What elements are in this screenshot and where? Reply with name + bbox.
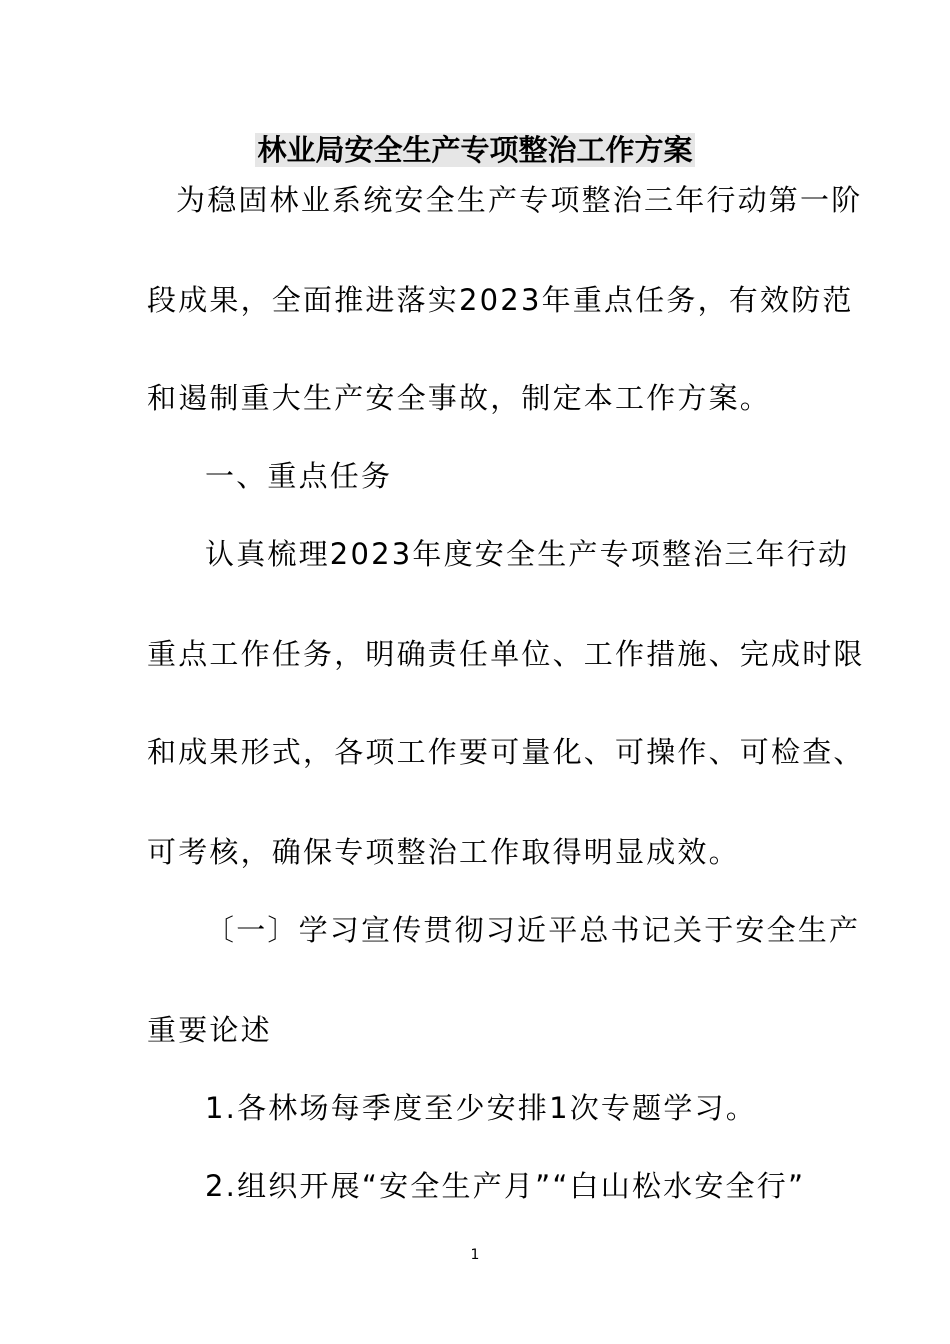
list-item-1: 1.各林场每季度至少安排1次专题学习。 (205, 1091, 757, 1125)
subsection-heading-1-cont: 重要论述 (147, 1013, 272, 1047)
paragraph-line-1: 为稳固林业系统安全生产专项整治三年行动第一阶 (176, 183, 863, 217)
paragraph-line-8: 可考核，确保专项整治工作取得明显成效。 (147, 835, 740, 869)
subsection-heading-1: 〔一〕学习宣传贯彻习近平总书记关于安全生产 (205, 913, 861, 947)
document-title (0, 128, 950, 172)
paragraph-line-7: 和成果形式，各项工作要可量化、可操作、可检查、 (147, 735, 865, 769)
paragraph-line-2: 段成果，全面推进落实2023年重点任务，有效防范 (147, 283, 854, 317)
paragraph-line-6: 重点工作任务，明确责任单位、工作措施、完成时限 (147, 637, 865, 671)
paragraph-line-5: 认真梳理2023年度安全生产专项整治三年行动 (205, 537, 850, 571)
page-number: 1 (470, 1247, 480, 1263)
document-title-text: 林业局安全生产专项整治工作方案 (257, 133, 693, 167)
paragraph-line-3: 和遏制重大生产安全事故，制定本工作方案。 (147, 381, 772, 415)
list-item-2: 2.组织开展“安全生产月”“白山松水安全行” (205, 1169, 806, 1203)
section-heading-key-tasks: 一、重点任务 (205, 459, 393, 493)
